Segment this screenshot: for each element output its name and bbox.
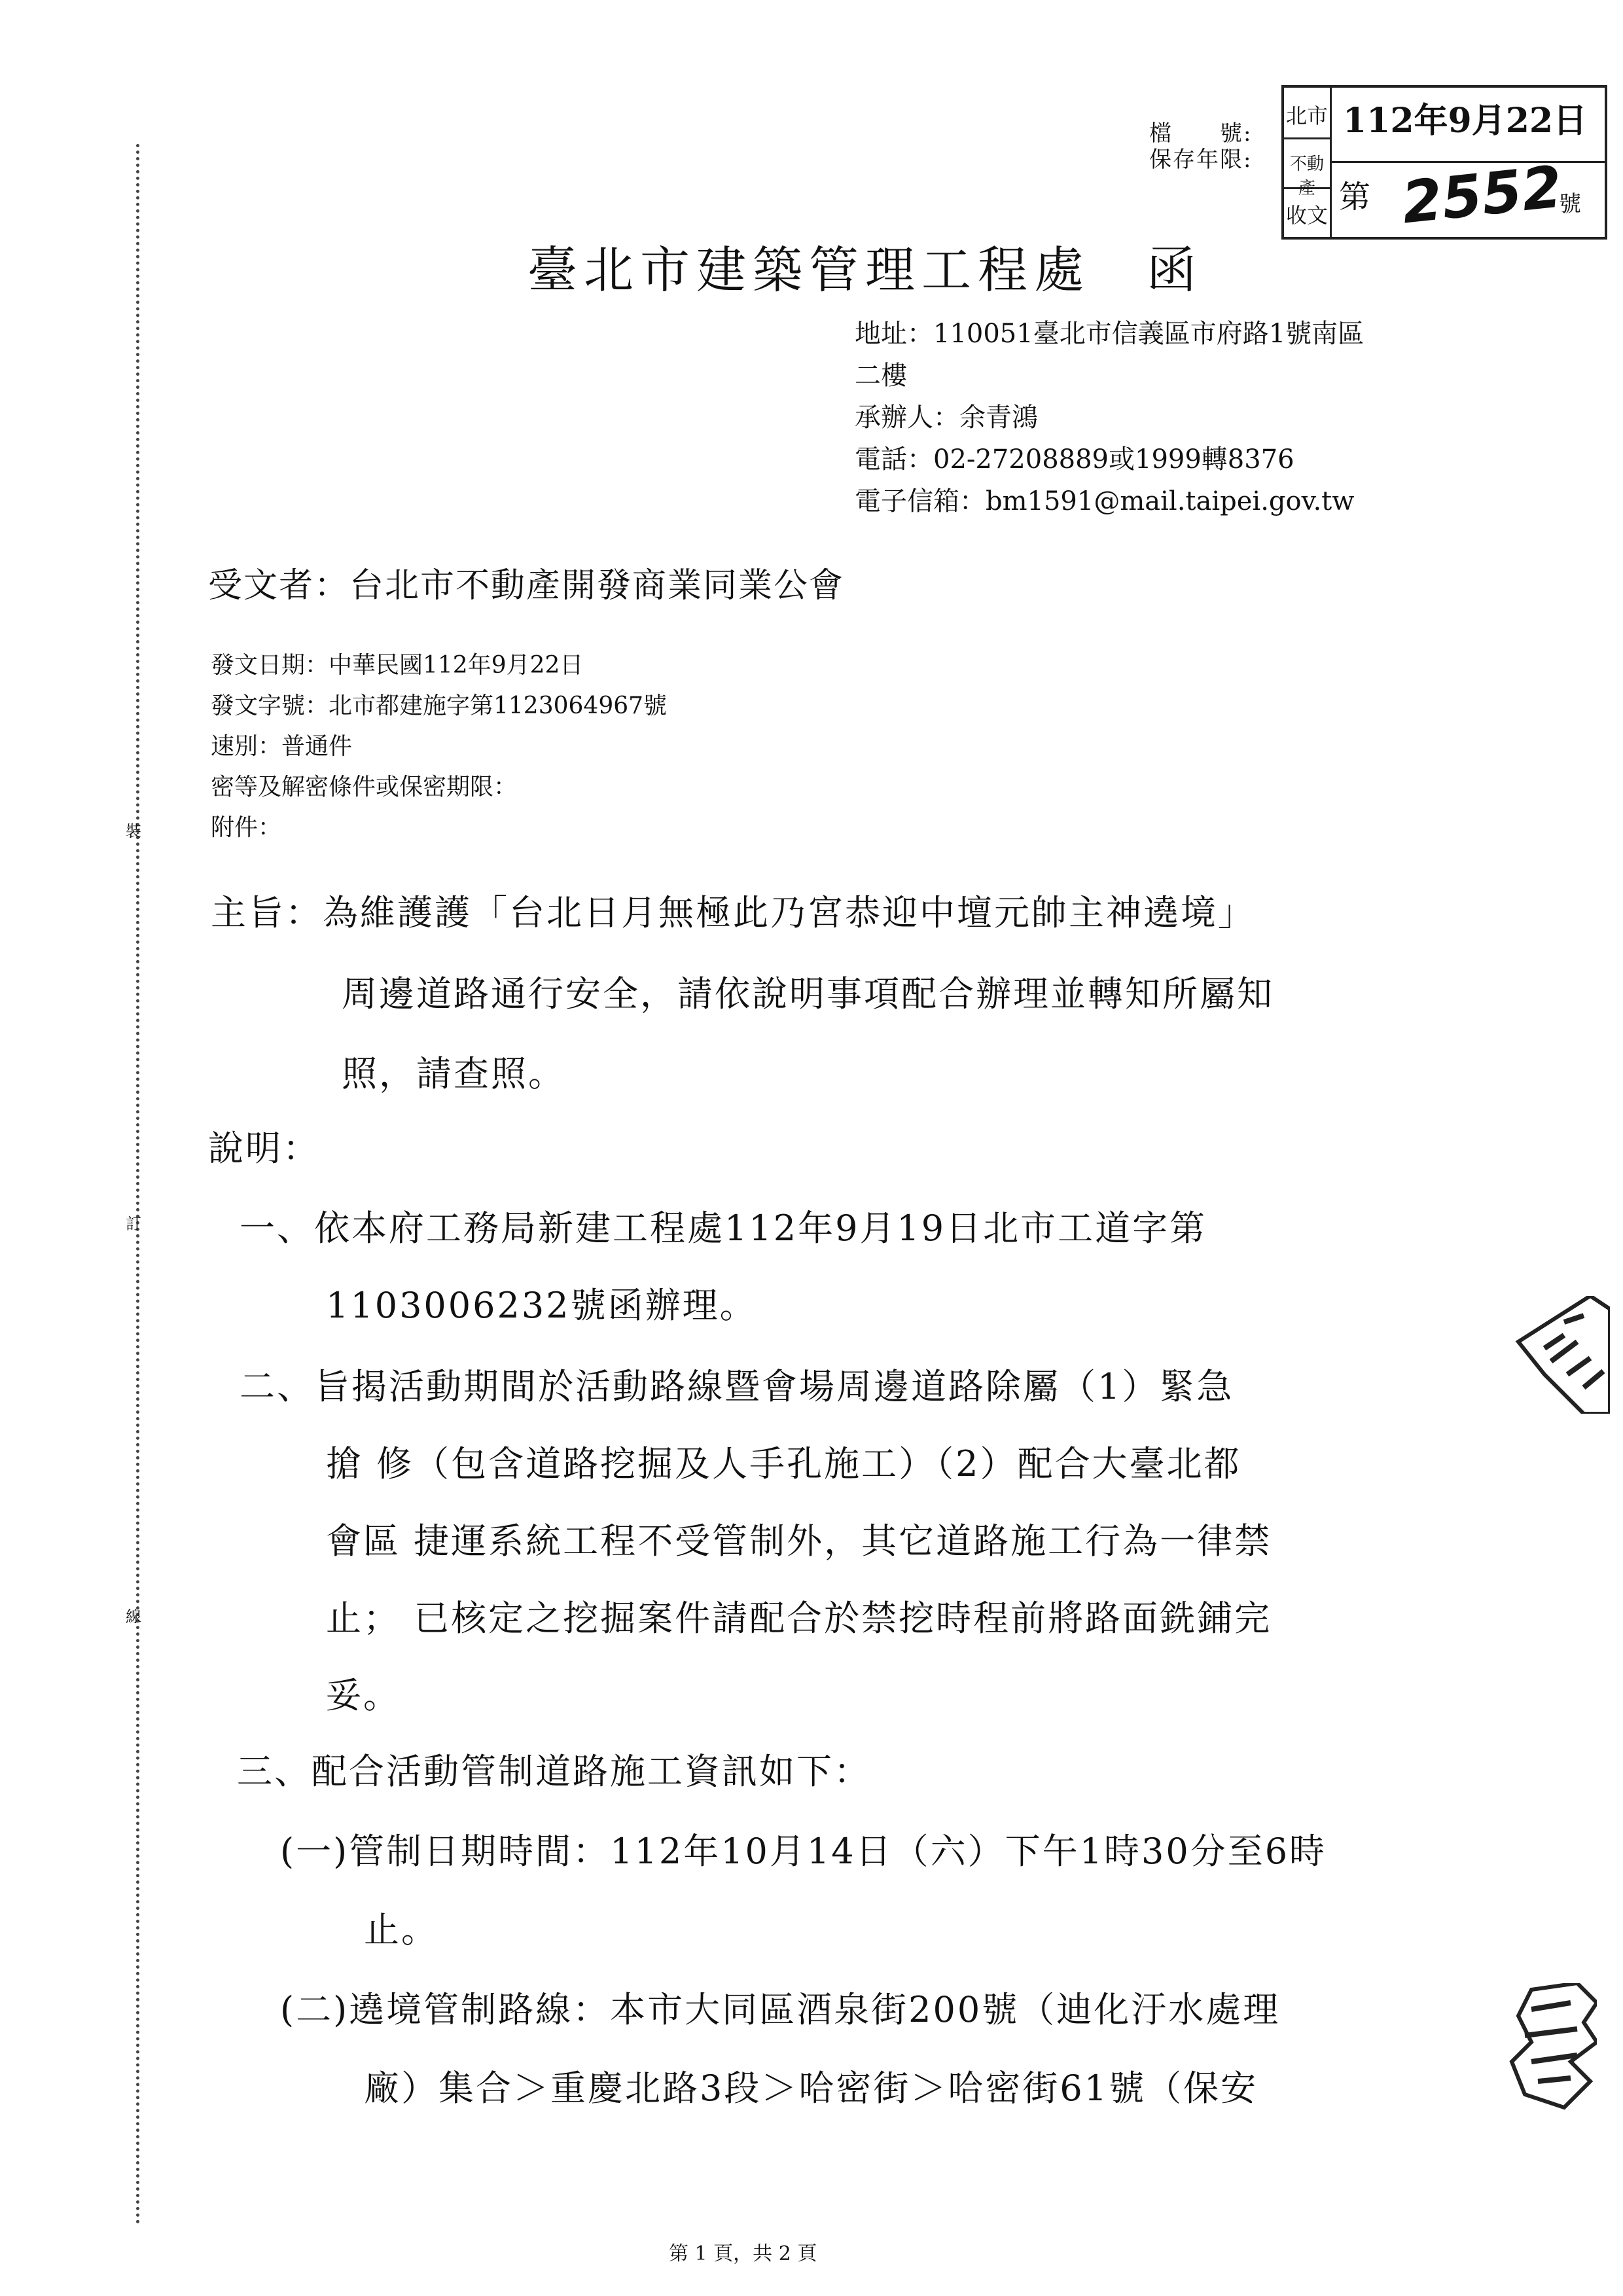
secrecy-level: 密等及解密條件或保密期限： — [211, 774, 518, 800]
sender-email: 電子信箱：bm1591@mail.taipei.gov.tw — [855, 486, 1355, 516]
stamp-number-prefix: 第 — [1339, 179, 1371, 215]
subject-line-1: 主旨：為維護護「台北日月無極此乃宮恭迎中壇元帥主神遶境」 — [211, 892, 1255, 933]
explanation-item-2-line-4: 止； 已核定之挖掘案件請配合於禁挖時程前將路面銑鋪完 — [326, 1598, 1272, 1639]
explanation-sub-1-line-2: 止。 — [364, 1909, 438, 1950]
delivery-speed: 速別：普通件 — [211, 733, 353, 760]
sender-address: 地址：110051臺北市信義區市府路1號南區 — [855, 319, 1364, 349]
binding-mark-staple: 訂 — [126, 1215, 141, 1233]
sender-address-cont: 二樓 — [855, 361, 907, 391]
sender-phone: 電話：02-27208889或1999轉8376 — [855, 444, 1294, 475]
stamp-label-city: 北市 — [1285, 103, 1328, 128]
binding-mark-bind: 裝 — [126, 822, 141, 840]
explanation-heading: 說明： — [208, 1128, 320, 1169]
subject-line-3: 照，請查照。 — [342, 1053, 565, 1094]
reference-number: 發文字號：北市都建施字第1123064967號 — [211, 692, 668, 719]
explanation-item-2-line-2: 搶 修（包含道路挖掘及人手孔施工）（2）配合大臺北都 — [326, 1443, 1241, 1484]
stamp-number-suffix: 號 — [1559, 191, 1581, 217]
binding-margin-line — [136, 144, 139, 2225]
stamp-handwritten-number: 2552 — [1399, 152, 1565, 237]
sender-contact: 承辦人：余青鴻 — [855, 403, 1038, 433]
page-footer: 第 1 頁，共 2 頁 — [669, 2242, 817, 2265]
document-title: 臺北市建築管理工程處 函 — [527, 241, 1203, 299]
explanation-item-1-line-2: 1103006232號函辦理。 — [326, 1285, 757, 1326]
recipient: 受文者：台北市不動產開發商業同業公會 — [208, 566, 845, 605]
file-number-label: 檔 號: — [1149, 120, 1253, 147]
issue-date: 發文日期：中華民國112年9月22日 — [211, 652, 584, 679]
explanation-item-2-line-3: 會區 捷運系統工程不受管制外，其它道路施工行為一律禁 — [326, 1520, 1272, 1562]
subject-line-2: 周邊道路通行安全，請依說明事項配合辦理並轉知所屬知 — [342, 973, 1274, 1014]
explanation-item-1-line-1: 一、依本府工務局新建工程處112年9月19日北市工道字第 — [240, 1208, 1207, 1249]
partial-seal-stamp-icon — [1505, 1296, 1610, 1414]
explanation-item-2-line-5: 妥。 — [326, 1675, 401, 1716]
explanation-sub-2-line-1: (二)遶境管制路線：本市大同區酒泉街200號（迪化汙水處理 — [280, 1989, 1281, 2030]
retention-period-label: 保存年限: — [1149, 147, 1253, 173]
binding-mark-line: 線 — [126, 1607, 141, 1626]
attachments: 附件： — [211, 814, 282, 841]
receipt-stamp — [1281, 85, 1607, 240]
explanation-sub-1-line-1: (一)管制日期時間：112年10月14日（六）下午1時30分至6時 — [280, 1831, 1327, 1872]
stamp-label-received: 收文 — [1285, 203, 1328, 228]
stamp-label-org: 不動產 — [1289, 154, 1324, 198]
stamp-date: 112年9月22日 — [1343, 101, 1588, 141]
explanation-item-3-line-1: 三、配合活動管制道路施工資訊如下： — [237, 1751, 871, 1792]
explanation-item-2-line-1: 二、旨揭活動期間於活動路線暨會場周邊道路除屬（1）緊急 — [240, 1366, 1234, 1407]
explanation-sub-2-line-2: 廠）集合＞重慶北路3段＞哈密街＞哈密街61號（保安 — [364, 2068, 1258, 2109]
partial-seal-stamp-2-icon — [1505, 1983, 1597, 2114]
